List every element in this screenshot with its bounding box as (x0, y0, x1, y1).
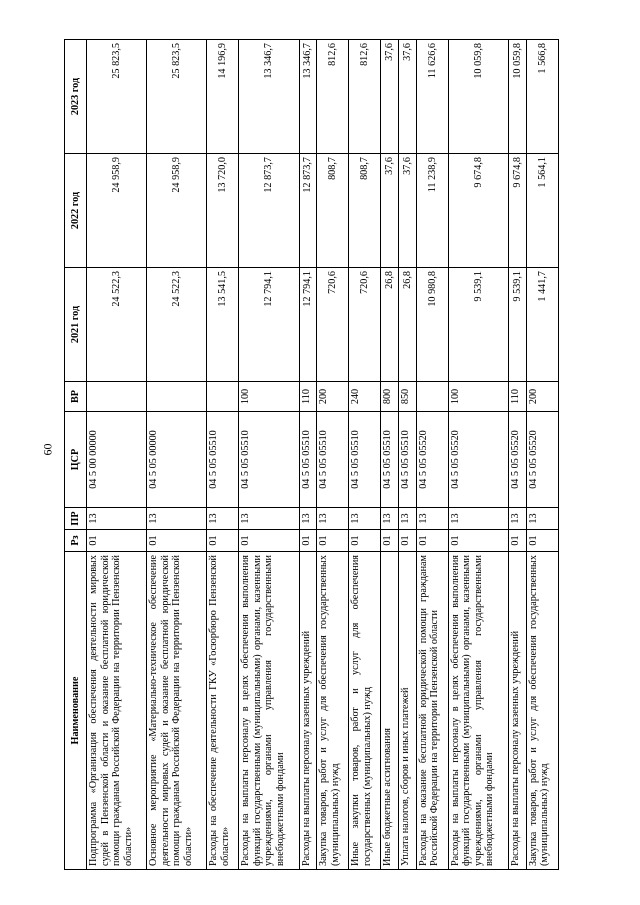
page-number: 60 (40, 443, 55, 456)
row-csr: 04 5 05 05510 (299, 412, 317, 508)
row-2021: 10 980,8 (416, 268, 448, 382)
header-2023: 2023 год (65, 40, 87, 154)
table-row (299, 40, 317, 870)
row-pr: 13 (381, 508, 399, 530)
row-name: Подпрограмма «Организация обеспечения деятельности мировых судей в Пензенской области и оказание бесплатной юридической помощи гражданам Российской Федерации на территории Пензенской области» (87, 552, 147, 870)
row-name: Иные закупки товаров, работ и услуг для обеспечения государственных (муниципальных) нужд (349, 552, 381, 870)
table-row (526, 40, 558, 870)
row-2021: 24 522,3 (87, 268, 147, 382)
row-2022: 1 564,1 (526, 154, 558, 268)
row-rz: 01 (239, 530, 299, 552)
row-vr: 200 (317, 382, 349, 412)
row-rz: 01 (147, 530, 207, 552)
row-2022: 9 674,8 (509, 154, 527, 268)
row-csr: 04 5 05 05520 (448, 412, 508, 508)
header-name: Наименование (65, 552, 87, 870)
row-csr: 04 5 05 05510 (317, 412, 349, 508)
row-2022: 9 674,8 (448, 154, 508, 268)
header-vr: ВР (65, 382, 87, 412)
row-2021: 26,8 (381, 268, 399, 382)
row-rz: 01 (349, 530, 381, 552)
row-2021: 720,6 (349, 268, 381, 382)
table-row (349, 40, 381, 870)
table-row (381, 40, 399, 870)
row-pr: 13 (87, 508, 147, 530)
row-2023: 812,6 (349, 40, 381, 154)
row-rz: 01 (416, 530, 448, 552)
row-2021: 9 539,1 (448, 268, 508, 382)
row-vr: 200 (526, 382, 558, 412)
row-2022: 11 238,9 (416, 154, 448, 268)
row-2023: 25 823,5 (147, 40, 207, 154)
row-rz: 01 (399, 530, 417, 552)
row-vr: 800 (381, 382, 399, 412)
row-csr: 04 5 05 05510 (349, 412, 381, 508)
row-csr: 04 5 05 05520 (509, 412, 527, 508)
row-2023: 13 346,7 (299, 40, 317, 154)
row-name: Расходы на выплаты персоналу казенных учреждений (299, 552, 317, 870)
row-rz: 01 (448, 530, 508, 552)
table-row (399, 40, 417, 870)
row-rz: 01 (207, 530, 239, 552)
row-2022: 12 873,7 (299, 154, 317, 268)
row-rz: 01 (317, 530, 349, 552)
row-pr: 13 (239, 508, 299, 530)
budget-table-container (64, 40, 559, 870)
row-2023: 10 059,8 (448, 40, 508, 154)
row-2021: 13 541,5 (207, 268, 239, 382)
row-2022: 808,7 (317, 154, 349, 268)
row-vr (87, 382, 147, 412)
row-2022: 13 720,0 (207, 154, 239, 268)
row-2023: 812,6 (317, 40, 349, 154)
row-csr: 04 5 05 05510 (207, 412, 239, 508)
row-pr: 13 (416, 508, 448, 530)
row-name: Уплата налогов, сборов и иных платежей (399, 552, 417, 870)
row-2022: 808,7 (349, 154, 381, 268)
row-pr: 13 (207, 508, 239, 530)
row-name: Расходы на выплаты персоналу казенных учреждений (509, 552, 527, 870)
row-csr: 04 5 05 05510 (381, 412, 399, 508)
row-name: Закупка товаров, работ и услуг для обеспечения государственных (муниципальных) нужд (526, 552, 558, 870)
row-name: Иные бюджетные ассигнования (381, 552, 399, 870)
row-vr: 850 (399, 382, 417, 412)
row-rz: 01 (87, 530, 147, 552)
row-2023: 25 823,5 (87, 40, 147, 154)
row-name: Расходы на оказание бесплатной юридической помощи гражданам Российской Федерации на территории Пензенской области (416, 552, 448, 870)
row-2021: 720,6 (317, 268, 349, 382)
header-rz: Рз (65, 530, 87, 552)
row-csr: 04 5 05 00000 (147, 412, 207, 508)
row-csr: 04 5 05 05510 (399, 412, 417, 508)
row-2022: 37,6 (381, 154, 399, 268)
row-2021: 26,8 (399, 268, 417, 382)
header-2021: 2021 год (65, 268, 87, 382)
row-name: Закупка товаров, работ и услуг для обеспечения государственных (муниципальных) нужд (317, 552, 349, 870)
header-csr: ЦСР (65, 412, 87, 508)
row-pr: 13 (299, 508, 317, 530)
row-2023: 37,6 (381, 40, 399, 154)
row-rz: 01 (509, 530, 527, 552)
table-row (448, 40, 508, 870)
table-row (317, 40, 349, 870)
row-vr (416, 382, 448, 412)
row-csr: 04 5 05 05520 (526, 412, 558, 508)
row-pr: 13 (147, 508, 207, 530)
row-vr (207, 382, 239, 412)
table-row (509, 40, 527, 870)
row-2023: 11 626,6 (416, 40, 448, 154)
row-vr: 110 (299, 382, 317, 412)
table-row (239, 40, 299, 870)
row-2021: 12 794,1 (299, 268, 317, 382)
row-2021: 12 794,1 (239, 268, 299, 382)
row-2023: 13 346,7 (239, 40, 299, 154)
row-name: Основное мероприятие «Материально-техническое обеспечение деятельности мировых судей и оказание бесплатной юридической помощи гражданам Российской Федерации на территории Пензенской области» (147, 552, 207, 870)
row-csr: 04 5 00 00000 (87, 412, 147, 508)
row-2022: 24 958,9 (87, 154, 147, 268)
row-2023: 37,6 (399, 40, 417, 154)
table-row (416, 40, 448, 870)
row-rz: 01 (526, 530, 558, 552)
header-pr: ПР (65, 508, 87, 530)
row-vr: 110 (509, 382, 527, 412)
table-header-row (65, 40, 87, 870)
row-pr: 13 (349, 508, 381, 530)
budget-table (64, 39, 559, 870)
row-vr (147, 382, 207, 412)
row-name: Расходы на выплаты персоналу в целях обеспечения выполнения функций государственными (муниципальными) органами, казенными учреждениями, органами управления государственными внебюджетными фондами (448, 552, 508, 870)
row-csr: 04 5 05 05510 (239, 412, 299, 508)
table-row (87, 40, 147, 870)
row-2021: 9 539,1 (509, 268, 527, 382)
row-csr: 04 5 05 05520 (416, 412, 448, 508)
row-2021: 1 441,7 (526, 268, 558, 382)
row-vr: 240 (349, 382, 381, 412)
row-rz: 01 (381, 530, 399, 552)
row-2023: 1 566,8 (526, 40, 558, 154)
row-name: Расходы на обеспечение деятельности ГКУ «Госюрбюро Пензенской области» (207, 552, 239, 870)
row-2023: 10 059,8 (509, 40, 527, 154)
row-rz: 01 (299, 530, 317, 552)
row-pr: 13 (509, 508, 527, 530)
row-pr: 13 (448, 508, 508, 530)
row-vr: 100 (239, 382, 299, 412)
header-2022: 2022 год (65, 154, 87, 268)
row-2023: 14 196,9 (207, 40, 239, 154)
row-name: Расходы на выплаты персоналу в целях обеспечения выполнения функций государственными (муниципальными) органами, казенными учреждениями, органами управления государственными внебюджетными фондами (239, 552, 299, 870)
table-row (147, 40, 207, 870)
row-2021: 24 522,3 (147, 268, 207, 382)
row-2022: 24 958,9 (147, 154, 207, 268)
row-pr: 13 (399, 508, 417, 530)
table-row (207, 40, 239, 870)
row-2022: 12 873,7 (239, 154, 299, 268)
row-2022: 37,6 (399, 154, 417, 268)
row-vr: 100 (448, 382, 508, 412)
row-pr: 13 (526, 508, 558, 530)
row-pr: 13 (317, 508, 349, 530)
